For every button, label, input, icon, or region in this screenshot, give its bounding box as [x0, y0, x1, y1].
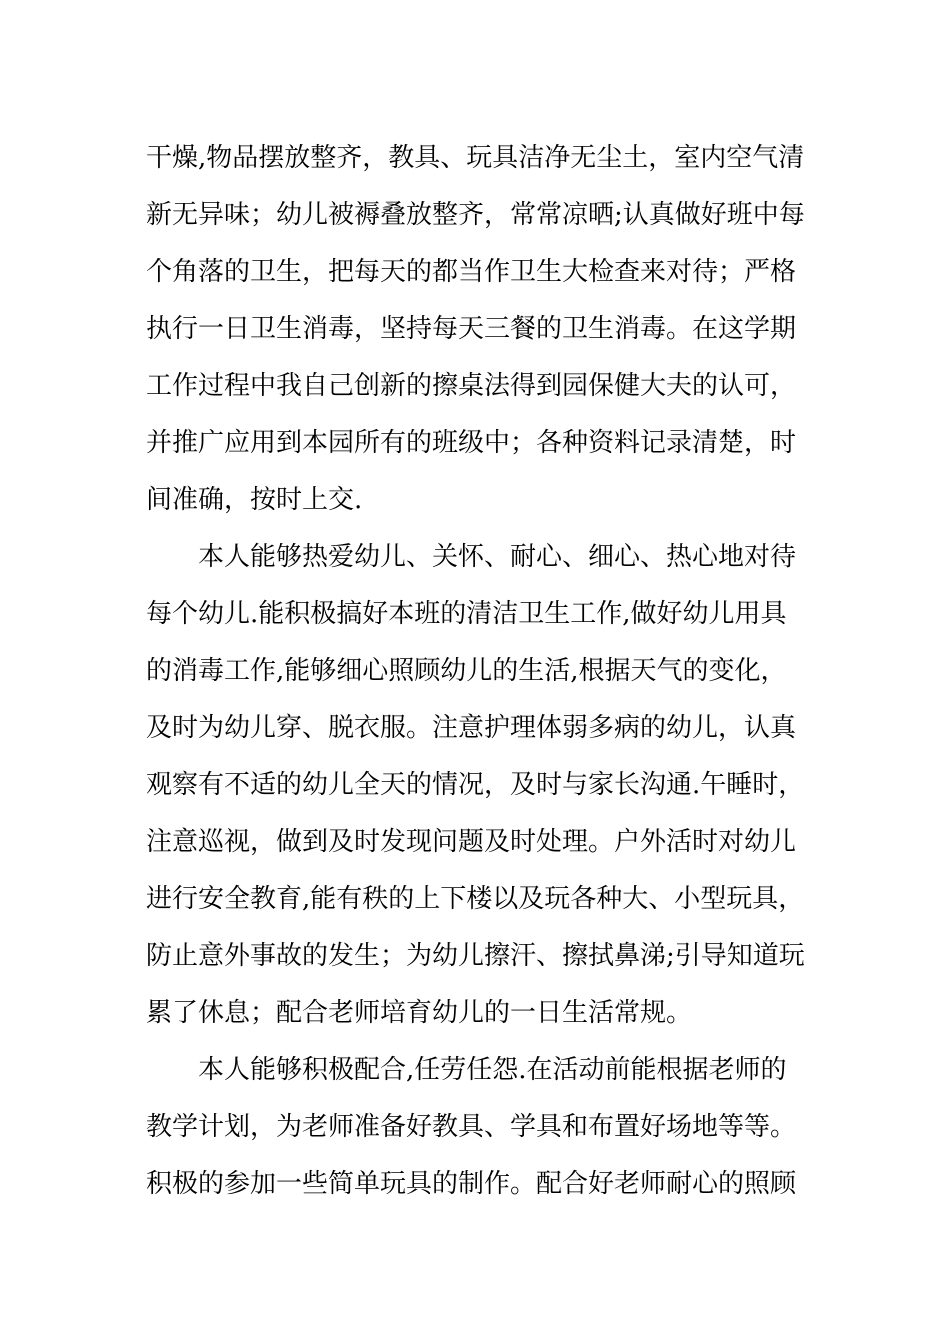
- text-line: 本人能够积极配合,任劳任怨.在活动前能根据老师的: [198, 1055, 787, 1085]
- text-line: 及时为幼儿穿、脱衣服。注意护理体弱多病的幼儿，认真: [146, 713, 797, 743]
- text-line: 工作过程中我自己创新的擦桌法得到园保健大夫的认可，: [146, 371, 797, 401]
- text-line: 新无异味；幼儿被褥叠放整齐，常常凉晒;认真做好班中每: [146, 200, 805, 230]
- text-line: 积极的参加一些简单玩具的制作。配合好老师耐心的照顾: [146, 1169, 797, 1199]
- text-line: 的消毒工作,能够细心照顾幼儿的生活,根据天气的变化，: [146, 656, 787, 686]
- text-line: 教学计划，为老师准备好教具、学具和布置好场地等等。: [146, 1112, 797, 1142]
- text-line: 观察有不适的幼儿全天的情况，及时与家长沟通.午睡时，: [146, 770, 805, 800]
- paragraph-continued: [146, 130, 816, 529]
- text-line: 并推广应用到本园所有的班级中；各种资料记录清楚，时: [146, 428, 797, 458]
- paragraph-childcare: [146, 529, 816, 1042]
- text-line: 间准确，按时上交.: [146, 485, 363, 515]
- text-line: 注意巡视，做到及时发现问题及时处理。户外活时对幼儿: [146, 827, 797, 857]
- text-line: 每个幼儿.能积极搞好本班的清洁卫生工作,做好幼儿用具: [146, 599, 787, 629]
- paragraph-cooperation: [146, 1042, 816, 1213]
- text-line: 累了休息；配合老师培育幼儿的一日生活常规。: [146, 998, 693, 1028]
- text-line: 执行一日卫生消毒，坚持每天三餐的卫生消毒。在这学期: [146, 314, 797, 344]
- text-line: 本人能够热爱幼儿、关怀、耐心、细心、热心地对待: [198, 542, 797, 572]
- text-line: 个角落的卫生，把每天的都当作卫生大检查来对待；严格: [146, 257, 797, 287]
- text-line: 防止意外事故的发生；为幼儿擦汗、擦拭鼻涕;引导知道玩: [146, 941, 805, 971]
- text-line: 干燥,物品摆放整齐，教具、玩具洁净无尘土，室内空气清: [146, 143, 805, 173]
- text-line: 进行安全教育,能有秩的上下楼以及玩各种大、小型玩具，: [146, 884, 805, 914]
- document-body: [146, 130, 816, 1213]
